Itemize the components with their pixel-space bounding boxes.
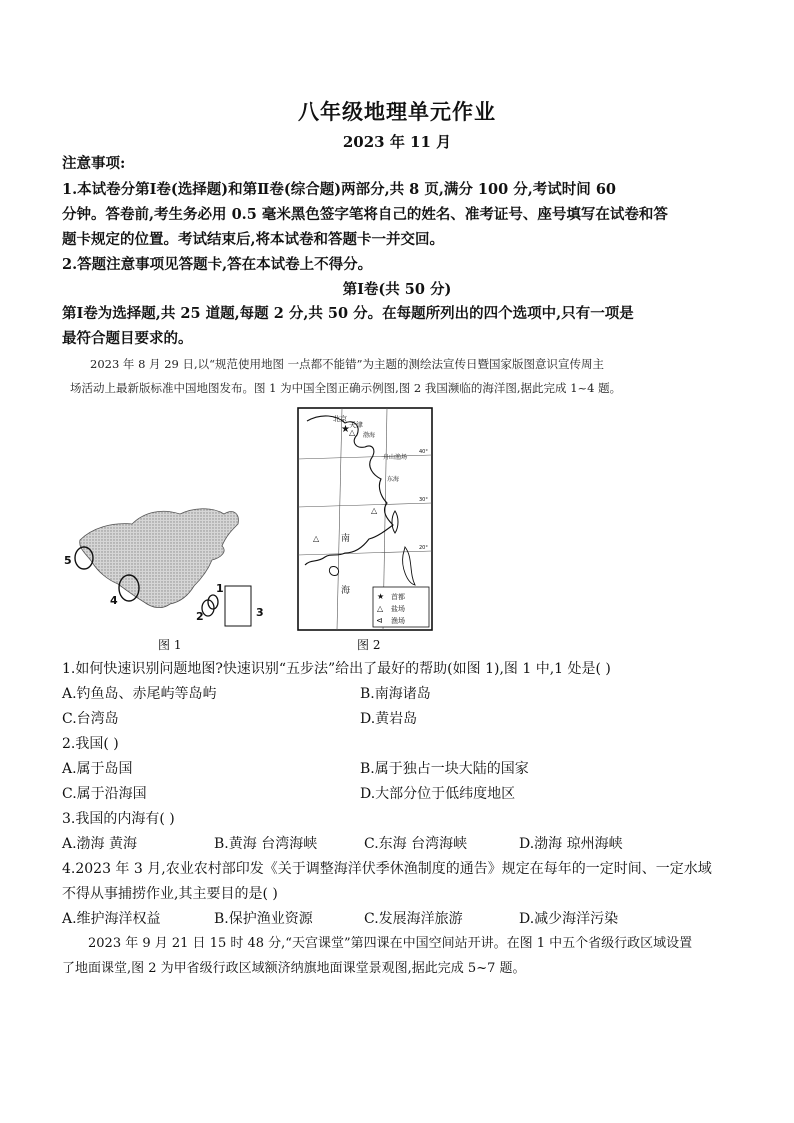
question-3-option-b[interactable]: B.黄海 台湾海峡 bbox=[214, 836, 318, 852]
map-label-tianjin: 天津 bbox=[349, 421, 363, 429]
legend-fishery-label: 渔场 bbox=[391, 617, 405, 625]
salt-field-icon: △ bbox=[313, 534, 320, 543]
label-4: 4 bbox=[110, 594, 118, 607]
map-label-zhoushan: 舟山渔场 bbox=[383, 454, 408, 461]
question-1-stem: 1.如何快速识别问题地图?快速识别“五步法”给出了最好的帮助(如图 1),图 1 中,1 处是( ) bbox=[62, 661, 611, 677]
map-label-bohai: 渤海 bbox=[363, 432, 376, 439]
label-5: 5 bbox=[64, 554, 72, 567]
question-3-option-d[interactable]: D.渤海 琼州海峡 bbox=[519, 836, 623, 852]
material-text: 2023 年 9 月 21 日 15 时 48 分,“天宫课堂”第四课在中国空间站开讲。在图 1 中五个省级行政区域设置 bbox=[88, 936, 693, 951]
legend-capital-label: 首都 bbox=[391, 593, 405, 601]
question-2-option-b[interactable]: B.属于独占一块大陆的国家 bbox=[360, 761, 529, 777]
page-title: 八年级地理单元作业 bbox=[298, 100, 496, 124]
label-1: 1 bbox=[216, 582, 224, 595]
question-2-stem: 2.我国( ) bbox=[62, 736, 119, 752]
legend-star-icon: ★ bbox=[377, 592, 385, 601]
question-1-option-c[interactable]: C.台湾岛 bbox=[62, 711, 119, 727]
legend-fish-icon: ⊲ bbox=[376, 616, 383, 625]
notice-heading: 注意事项: bbox=[62, 155, 126, 172]
map-label-donghai: 东海 bbox=[387, 476, 400, 483]
capital-star-icon: ★ bbox=[341, 424, 350, 435]
question-2-option-a[interactable]: A.属于岛国 bbox=[62, 761, 133, 777]
circle-1-marker bbox=[208, 595, 218, 609]
question-1-option-b[interactable]: B.南海诸岛 bbox=[360, 686, 431, 702]
question-4-option-c[interactable]: C.发展海洋旅游 bbox=[364, 911, 463, 927]
question-1-option-a[interactable]: A.钓鱼岛、赤尾屿等岛屿 bbox=[62, 686, 217, 702]
material-text: 了地面课堂,图 2 为甲省级行政区域额济纳旗地面课堂景观图,据此完成 5~7 题。 bbox=[62, 961, 526, 976]
notice-line: 1.本试卷分第Ⅰ卷(选择题)和第Ⅱ卷(综合题)两部分,共 8 页,满分 100 分,考试时间 60 bbox=[62, 181, 616, 198]
figure-1-china-map bbox=[62, 500, 272, 630]
label-2: 2 bbox=[196, 610, 204, 623]
material-text: 2023 年 8 月 29 日,以“规范使用地图 一点都不能错”为主题的测绘法宣传日暨国家版图意识宣传周主 bbox=[90, 357, 605, 371]
map-label-nan: 南 bbox=[341, 534, 351, 544]
salt-field-icon: △ bbox=[349, 428, 356, 437]
legend-triangle-icon: △ bbox=[377, 604, 384, 613]
salt-field-icon: △ bbox=[371, 506, 378, 515]
map-label-beijing: 北京 bbox=[333, 415, 347, 423]
question-4-stem: 不得从事捕捞作业,其主要目的是( ) bbox=[62, 886, 278, 902]
figure-1-caption: 图 1 bbox=[158, 638, 182, 652]
section-intro: 最符合题目要求的。 bbox=[62, 330, 193, 347]
notice-line: 分钟。答卷前,考生务必用 0.5 毫米黑色签字笔将自己的姓名、准考证号、座号填写在试卷和答 bbox=[62, 206, 668, 223]
lat-label-30: 30° bbox=[419, 497, 428, 503]
notice-line: 2.答题注意事项见答题卡,答在本试卷上不得分。 bbox=[62, 256, 373, 273]
question-4-option-a[interactable]: A.维护海洋权益 bbox=[62, 911, 161, 927]
material-text: 场活动上最新版标准中国地图发布。图 1 为中国全图正确示例图,图 2 我国濒临的海洋图,据此完成 1~4 题。 bbox=[70, 381, 622, 395]
question-3-stem: 3.我国的内海有( ) bbox=[62, 811, 175, 827]
section-heading: 第Ⅰ卷(共 50 分) bbox=[342, 281, 452, 298]
question-4-option-b[interactable]: B.保护渔业资源 bbox=[214, 911, 313, 927]
question-2-option-c[interactable]: C.属于沿海国 bbox=[62, 786, 147, 802]
question-2-option-d[interactable]: D.大部分位于低纬度地区 bbox=[360, 786, 516, 802]
question-4-option-d[interactable]: D.减少海洋污染 bbox=[519, 911, 619, 927]
figure-2-caption: 图 2 bbox=[357, 638, 381, 652]
figure-2-seas-map bbox=[297, 407, 433, 631]
china-outline bbox=[80, 509, 239, 608]
question-4-stem: 4.2023 年 3 月,农业农村部印发《关于调整海洋伏季休渔制度的通告》规定在每年的一定时间、一定水域 bbox=[62, 861, 712, 877]
map-label-hai: 海 bbox=[341, 586, 351, 596]
exam-date: 2023 年 11 月 bbox=[342, 133, 452, 151]
label-3: 3 bbox=[256, 606, 264, 619]
question-1-option-d[interactable]: D.黄岩岛 bbox=[360, 711, 418, 727]
legend-saltfield-label: 盐场 bbox=[391, 605, 405, 613]
question-3-option-c[interactable]: C.东海 台湾海峡 bbox=[364, 836, 468, 852]
lat-label-40: 40° bbox=[419, 449, 428, 455]
notice-line: 题卡规定的位置。考试结束后,将本试卷和答题卡一并交回。 bbox=[62, 231, 445, 248]
question-3-option-a[interactable]: A.渤海 黄海 bbox=[62, 836, 138, 852]
section-intro: 第Ⅰ卷为选择题,共 25 道题,每题 2 分,共 50 分。在每题所列出的四个选项中,只有一项是 bbox=[62, 305, 634, 322]
south-china-sea-inset bbox=[225, 586, 251, 626]
lat-label-20: 20° bbox=[419, 545, 428, 551]
